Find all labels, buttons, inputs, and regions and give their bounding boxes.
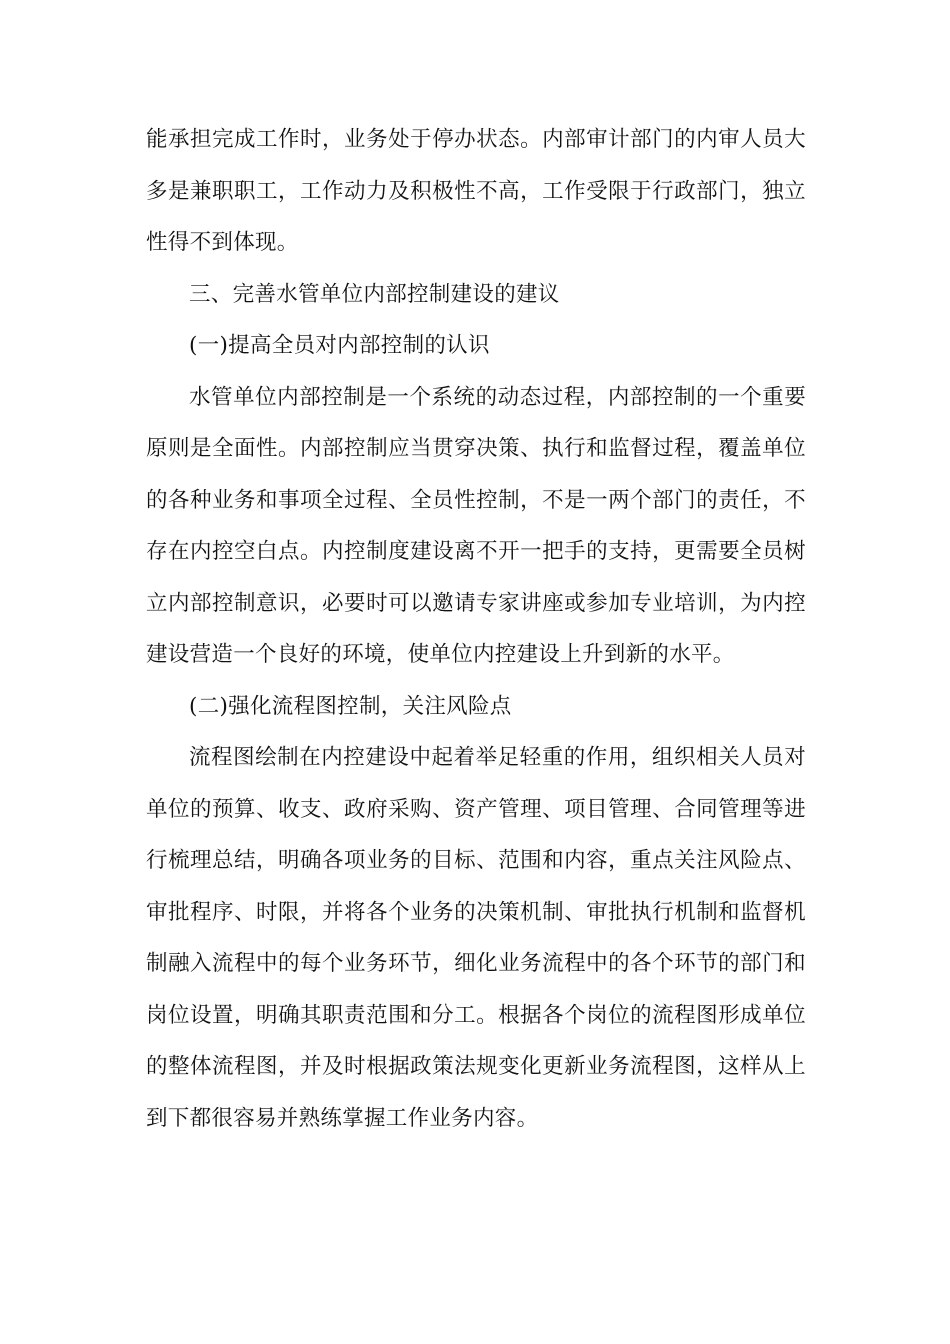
document-body: [146, 114, 806, 1144]
section-heading: 三、完善水管单位内部控制建设的建议: [189, 281, 560, 307]
paragraph-2: 流程图绘制在内控建设中起着举足轻重的作用，组织相关人员对单位的预算、收支、政府采购、资产管理、项目管理、合同管理等进行梳理总结，明确各项业务的目标、范围和内容，重点关注风险点、审批程序、时限，并将各个业务的决策机制、审批执行机制和监督机制融入流程中的每个业务环节，细化业务流程中的各个环节的部门和岗位设置，明确其职责范围和分工。根据各个岗位的流程图形成单位的整体流程图，并及时根据政策法规变化更新业务流程图，这样从上到下都很容易并熟练掌握工作业务内容。: [146, 745, 806, 1131]
subsection-heading-2: (二)强化流程图控制，关注风险点: [189, 693, 512, 719]
paragraph-1: 水管单位内部控制是一个系统的动态过程，内部控制的一个重要原则是全面性。内部控制应当贯穿决策、执行和监督过程，覆盖单位的各种业务和事项全过程、全员性控制，不是一两个部门的责任，不存在内控空白点。内控制度建设离不开一把手的支持，更需要全员树立内部控制意识，必要时可以邀请专家讲座或参加专业培训，为内控建设营造一个良好的环境，使单位内控建设上升到新的水平。: [146, 384, 806, 667]
paragraph-continuation: 能承担完成工作时，业务处于停办状态。内部审计部门的内审人员大多是兼职职工，工作动力及积极性不高，工作受限于行政部门，独立性得不到体现。: [146, 127, 806, 255]
subsection-heading-1: (一)提高全员对内部控制的认识: [189, 333, 490, 358]
